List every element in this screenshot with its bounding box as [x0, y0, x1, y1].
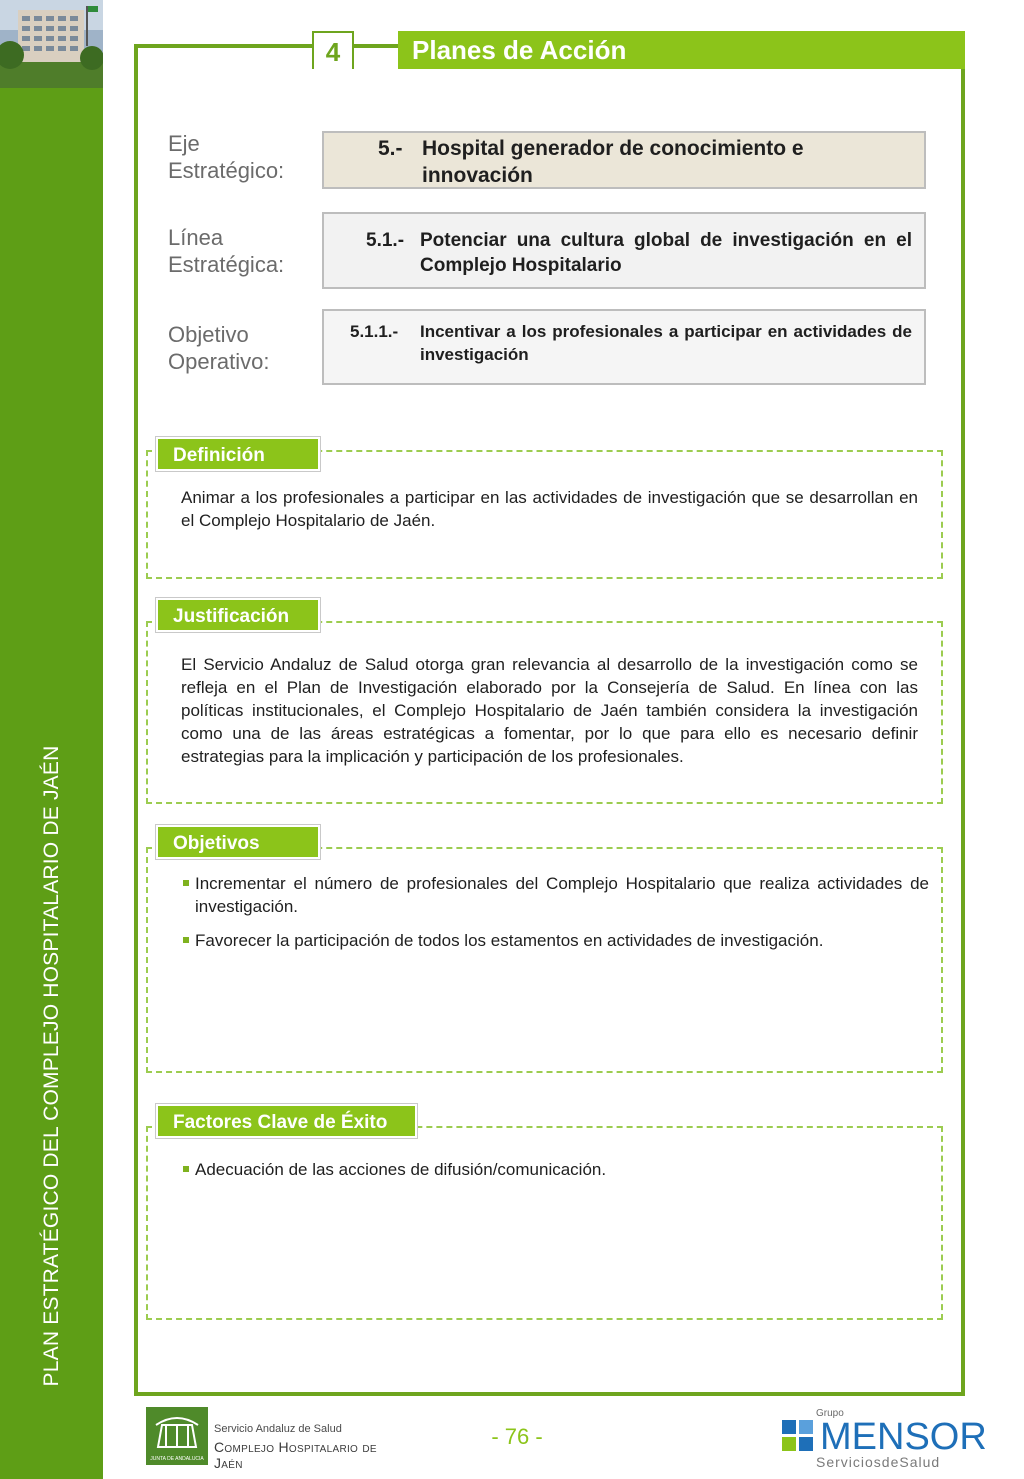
objetivo-label-line2: Operativo:	[168, 349, 270, 374]
objetivos-item-text: Favorecer la participación de todos los estamentos en actividades de investigación.	[195, 931, 824, 950]
sas-logo-line2: Complejo Hospitalario de Jaén	[214, 1439, 377, 1471]
bullet-square-icon	[183, 880, 189, 886]
objetivo-box	[322, 309, 926, 385]
mensor-logo	[780, 1408, 987, 1470]
sidebar-vertical-title: PLAN ESTRATÉGICO DEL COMPLEJO HOSPITALARIO DE JAÉN	[40, 745, 63, 1387]
eje-text: Hospital generador de conocimiento e innovación	[422, 137, 804, 187]
objetivo-text: Incentivar a los profesionales a participar en actividades de investigación	[420, 322, 912, 364]
linea-label	[168, 224, 284, 278]
objetivos-title: Objetivos	[156, 825, 320, 859]
objetivo-code: 5.1.1.-	[350, 322, 399, 341]
bullet-square-icon	[183, 1166, 189, 1172]
eje-code: 5.-	[378, 137, 403, 160]
objetivo-label	[168, 321, 270, 375]
sas-logo	[146, 1407, 396, 1471]
linea-text: Potenciar una cultura global de investigación en el Complejo Hospitalario	[420, 230, 912, 276]
sas-logo-line1: Servicio Andaluz de Salud	[214, 1423, 342, 1435]
chapter-title: Planes de Acción	[398, 31, 965, 69]
factores-item-text: Adecuación de las acciones de difusión/comunicación.	[195, 1160, 607, 1179]
sidebar	[0, 0, 103, 1479]
linea-label-line1: Línea	[168, 225, 224, 250]
page-number: - 76 -	[491, 1424, 543, 1449]
objetivos-item-text: Incrementar el número de profesionales del Complejo Hospitalario que realiza actividades de investigación.	[195, 874, 929, 916]
eje-box	[322, 131, 926, 189]
junta-andalucia-seal-icon	[146, 1407, 208, 1465]
mensor-group-label: Grupo	[816, 1408, 844, 1419]
eje-label-line2: Estratégico:	[168, 158, 285, 183]
justificacion-title: Justificación	[156, 598, 320, 632]
linea-code: 5.1.-	[366, 230, 405, 251]
factores-section	[146, 1126, 943, 1320]
eje-label	[168, 130, 284, 184]
objetivo-label-line1: Objetivo	[168, 322, 249, 347]
bullet-square-icon	[183, 937, 189, 943]
mensor-name: MENSOR	[820, 1416, 987, 1458]
factores-item	[181, 1158, 929, 1181]
linea-box	[322, 212, 926, 289]
justificacion-text: El Servicio Andaluz de Salud otorga gran relevancia al desarrollo de la investigación como se refleja en el Plan de Investigación elaborado por la Consejería de Salud. En línea con las políticas institucionales, el Complejo Hospitalario de Jaén también considera la investigación como una de las áreas estratégicas a fomentar, por lo que para ello es necesario definir estrategias para la implicación y participación de los profesionales.	[181, 655, 918, 766]
eje-label-line1: Eje	[168, 131, 200, 156]
factores-list	[181, 1158, 929, 1192]
objetivos-list	[181, 872, 929, 963]
definicion-title: Definición	[156, 437, 320, 471]
objetivos-item	[181, 929, 929, 952]
factores-title: Factores Clave de Éxito	[156, 1104, 417, 1138]
objetivos-item	[181, 872, 929, 918]
hospital-photo	[0, 0, 103, 88]
chapter-number: 4	[312, 31, 354, 69]
mensor-mark-icon	[782, 1420, 816, 1454]
linea-label-line2: Estratégica:	[168, 252, 285, 277]
definicion-text: Animar a los profesionales a participar en las actividades de investigación que se desarrollan en el Complejo Hospitalario de Jaén.	[181, 488, 918, 530]
seal-caption: JUNTA DE ANDALUCIA	[150, 1456, 204, 1462]
mensor-subtitle: ServiciosdeSalud	[816, 1454, 941, 1470]
